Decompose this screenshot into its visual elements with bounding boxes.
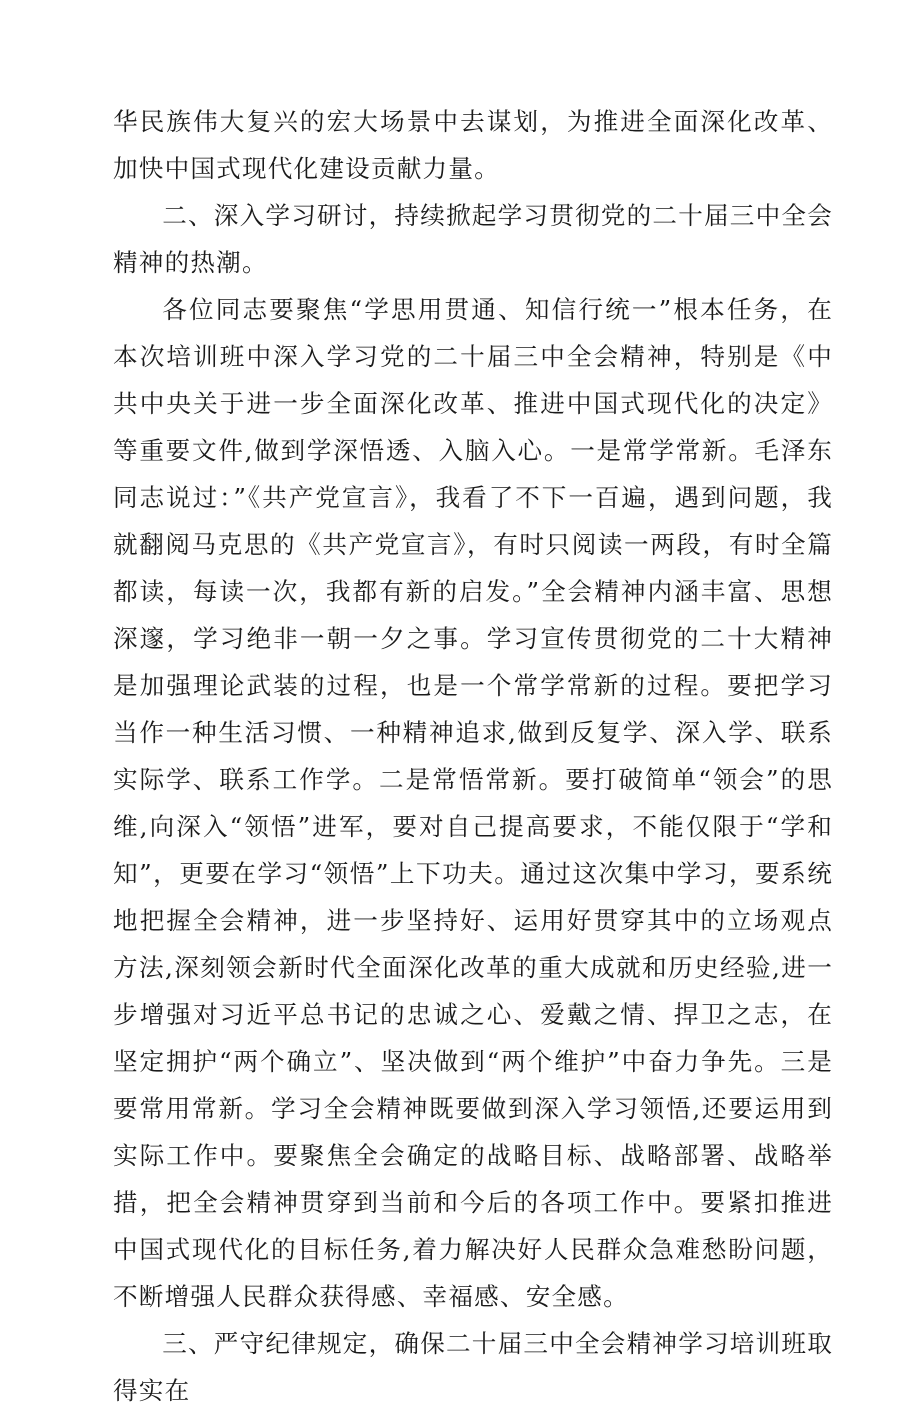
- paragraph-continuation: 华民族伟大复兴的宏大场景中去谋划，为推进全面深化改革、加快中国式现代化建设贡献力量。: [113, 107, 833, 183]
- paragraph-study-details: 各位同志要聚焦“学思用贯通、知信行统一”根本任务，在本次培训班中深入学习党的二十届三中全会精神，特别是《中共中央关于进一步全面深化改革、推进中国式现代化的决定》等重要文件,做到学深悟透、入脑入心。一是常学常新。毛泽东同志说过：”《共产党宣言》，我看了不下一百遍，遇到问题，我就翻阅马克思的《共产党宣言》，有时只阅读一两段，有时全篇都读，每读一次，我都有新的启发。”全会精神内涵丰富、思想深邃，学习绝非一朝一夕之事。学习宣传贯彻党的二十大精神是加强理论武装的过程，也是一个常学常新的过程。要把学习当作一种生活习惯、一种精神追求,做到反复学、深入学、联系实际学、联系工作学。二是常悟常新。要打破简单“领会”的思维,向深入“领悟”进军，要对自己提高要求，不能仅限于“学和知”，更要在学习“领悟”上下功夫。通过这次集中学习，要系统地把握全会精神，进一步坚持好、运用好贯穿其中的立场观点方法,深刻领会新时代全面深化改革的重大成就和历史经验,进一步增强对习近平总书记的忠诚之心、爱戴之情、捍卫之志，在坚定拥护“两个确立”、坚决做到“两个维护”中奋力争先。三是要常用常新。学习全会精神既要做到深入学习领悟,还要运用到实际工作中。要聚焦全会确定的战略目标、战略部署、战略举措，把全会精神贯穿到当前和今后的各项工作中。要紧扣推进中国式现代化的目标任务,着力解决好人民群众急难愁盼问题，不断增强人民群众获得感、幸福感、安全感。: [113, 295, 833, 1311]
- section-heading-three: 三、严守纪律规定，确保二十届三中全会精神学习培训班取得实在: [113, 1329, 833, 1405]
- section-heading-two: 二、深入学习研讨，持续掀起学习贯彻党的二十届三中全会精神的热潮。: [113, 201, 833, 277]
- document-body: [113, 98, 833, 1414]
